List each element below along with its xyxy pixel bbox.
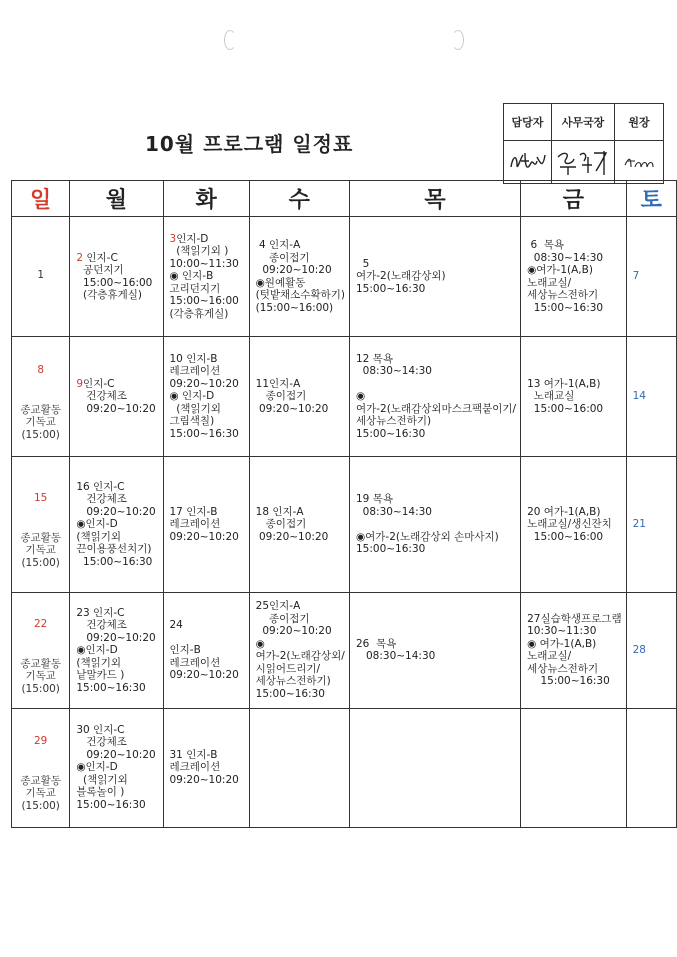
empty-cell [349,708,520,827]
day-number: 29 [33,735,48,748]
day-cell-22 [12,593,70,709]
day-cell-2 [70,217,163,337]
day-cell-15 [12,457,70,593]
day-cell-28: 28 [626,593,676,709]
day-schedule: 인지-C 공던지기 15:00~16:00 (각층휴게실) [83,251,153,301]
day-cell-20: 20 여가-1(A,B) 노래교실/생신잔치 15:00~16:00 [521,457,627,593]
day-cell-31: 31 인지-B 레크레이션 09:20~10:20 [163,708,249,827]
signature-head [615,141,664,184]
week-row-4 [12,593,677,709]
approval-box [503,103,664,184]
day-cell-8 [12,337,70,457]
day-number: 8 [37,364,45,377]
weekday-sat: 토 [626,181,676,217]
signature-manager [504,141,552,184]
day-cell-14: 14 [626,337,676,457]
day-schedule: 종교활동 기독교 (15:00) [20,403,61,441]
weekday-sun: 일 [12,181,70,217]
week-row-2 [12,337,677,457]
day-number: 22 [33,618,48,630]
week-row-3 [12,457,677,593]
day-schedule: 종교활동 기독교 (15:00) [20,531,61,569]
day-schedule: 인지-C 건강체조 09:20~10:20 [83,377,156,415]
day-number: 9 [76,377,84,390]
day-cell-4: 4 인지-A 종이접기 09:20~10:20 ◉원예활동 (텃밭채소수확하기) (15:00~16:00) [249,217,349,337]
day-cell-10: 10 인지-B 레크레이션 09:20~10:20 ◉ 인지-D (책읽기외 그림색칠) 15:00~16:30 [163,337,249,457]
empty-cell [521,708,627,827]
day-cell-16: 16 인지-C 건강체조 09:20~10:20 ◉인지-D (책읽기외 끈이용풍선치기) 15:00~16:30 [70,457,163,593]
day-cell-24: 24 인지-B 레크레이션 09:20~10:20 [163,593,249,709]
weekday-wed: 수 [249,181,349,217]
empty-cell [249,708,349,827]
approval-header-head: 원장 [615,104,664,141]
day-schedule: 인지-D (책읽기외 ) 10:00~11:30 ◉ 인지-B 고리던지기 15:00~16:00 (각층휴게실) [169,232,239,320]
day-cell-23: 23 인지-C 건강체조 09:20~10:20 ◉인지-D (책읽기외 낱말카드 ) 15:00~16:30 [70,593,163,709]
punch-hole-left [224,30,236,50]
punch-hole-right [452,30,464,50]
day-schedule: 종교활동 기독교 (15:00) [20,657,61,695]
weekday-mon: 월 [70,181,163,217]
approval-header-manager: 담당자 [504,104,552,141]
day-cell-29 [12,708,70,827]
day-number: 2 [76,251,84,264]
schedule-calendar [11,180,677,828]
day-cell-18: 18 인지-A 종이접기 09:20~10:20 [249,457,349,593]
day-cell-30: 30 인지-C 건강체조 09:20~10:20 ◉인지-D (책읽기외 블록놀이 ) 15:00~16:30 [70,708,163,827]
day-cell-12: 12 목욕 08:30~14:30 ◉여가-2(노래감상외마스크팩붙이기/세상뉴스전하기) 15:00~16:30 [349,337,520,457]
day-number: 3 [169,232,177,245]
week-row-5 [12,708,677,827]
day-cell-17: 17 인지-B 레크레이션 09:20~10:20 [163,457,249,593]
day-cell-26: 26 목욕 08:30~14:30 [349,593,520,709]
day-cell-1 [12,217,70,337]
page-title: 10월 프로그램 일정표 [145,132,354,156]
day-number: 1 [37,269,45,282]
approval-header-director: 사무국장 [552,104,615,141]
day-cell-7: 7 [626,217,676,337]
day-number: 15 [33,492,48,505]
weekday-tue: 화 [163,181,249,217]
day-cell-9 [70,337,163,457]
day-cell-6: 6 목욕 08:30~14:30 ◉여가-1(A,B) 노래교실/세상뉴스전하기 15:00~16:30 [521,217,627,337]
empty-cell [626,708,676,827]
week-row-1 [12,217,677,337]
day-cell-13: 13 여가-1(A,B) 노래교실 15:00~16:00 [521,337,627,457]
day-schedule: 종교활동 기독교 (15:00) [20,774,61,812]
day-cell-3 [163,217,249,337]
signature-director [552,141,615,184]
day-cell-21: 21 [626,457,676,593]
weekday-thu: 목 [349,181,520,217]
day-cell-5: 5 여가-2(노래감상외) 15:00~16:30 [349,217,520,337]
weekday-fri: 금 [521,181,627,217]
day-cell-27: 27실습학생프로그램 10:30~11:30 ◉ 여가-1(A,B) 노래교실/세상뉴스전하기 15:00~16:30 [521,593,627,709]
day-cell-19: 19 목욕 08:30~14:30 ◉여가-2(노래감상외 손마사지) 15:00~16:30 [349,457,520,593]
day-cell-25: 25인지-A 종이접기 09:20~10:20 ◉여가-2(노래감상외/시읽어드리기/세상뉴스전하기) 15:00~16:30 [249,593,349,709]
day-cell-11: 11인지-A 종이접기 09:20~10:20 [249,337,349,457]
